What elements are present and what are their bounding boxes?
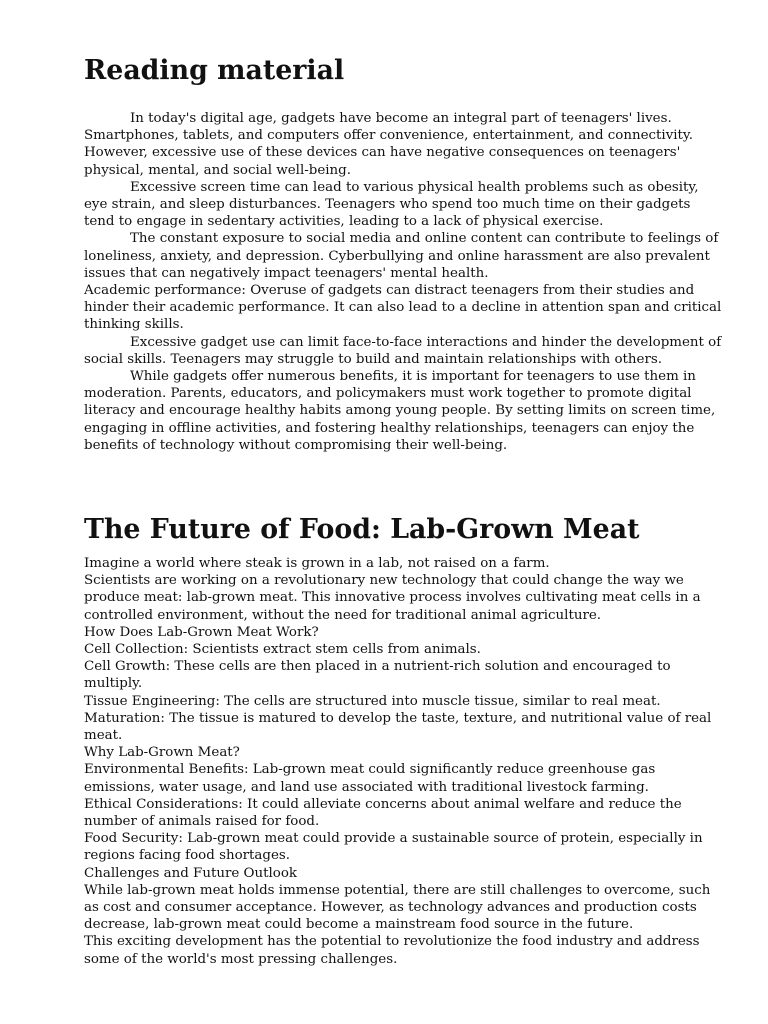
lab-grown-meat-section (84, 514, 724, 968)
paragraph: Scientists are working on a revolutionary new technology that could change the way we produce meat: lab-grown meat. This innovative process involves cultivating meat cells in a controlled environment, without the need for traditional animal agriculture. (84, 573, 701, 623)
paragraph: Academic performance: Overuse of gadgets can distract teenagers from their studies and hinder their academic performance. It can also lead to a decline in attention span and critical thinking skills. (84, 283, 722, 333)
section-heading: The Future of Food: Lab-Grown Meat (84, 514, 640, 545)
paragraph: This exciting development has the potential to revolutionize the food industry and address some of the world's most pressing challenges. (84, 934, 700, 967)
paragraph: While lab-grown meat holds immense potential, there are still challenges to overcome, such as cost and consumer acceptance. However, as technology advances and production costs decrease, lab-grown meat could become a mainstream food source in the future. (84, 882, 711, 933)
list-item: Ethical Considerations: It could alleviate concerns about animal welfare and reduce the number of animals raised for food. (84, 796, 682, 830)
reading-material-section (84, 55, 724, 454)
list-item: Cell Growth: These cells are then placed in a nutrient-rich solution and encouraged to multiply. (84, 659, 671, 692)
paragraph: In today's digital age, gadgets have become an integral part of teenagers' lives. Smartphones, tablets, and computers offer convenience, entertainment, and connectivity. However, excessive use of these devices can have negative consequences on teenagers' physical, mental, and social well-being. (84, 111, 693, 178)
section-body (84, 110, 724, 454)
list-item: Tissue Engineering: The cells are structured into muscle tissue, similar to real meat. (84, 693, 661, 709)
paragraph: Excessive screen time can lead to various physical health problems such as obesity, eye strain, and sleep disturbances. Teenagers who spend too much time on their gadgets tend to engage in sedentary activities, leading to a lack of physical exercise. (84, 179, 699, 230)
subheading: Challenges and Future Outlook (84, 865, 298, 881)
list-item: Maturation: The tissue is matured to develop the taste, texture, and nutritional value of real meat. (84, 710, 712, 744)
paragraph: While gadgets offer numerous benefits, it is important for teenagers to use them in moderation. Parents, educators, and policymakers must work together to promote digital literacy and encourage healthy habits among young people. By setting limits on screen time, engaging in offline activities, and fostering healthy relationships, teenagers can enjoy the benefits of technology without compromising their well-being. (84, 369, 716, 453)
paragraph: Imagine a world where steak is grown in a lab, not raised on a farm. (84, 556, 550, 571)
list-item: Food Security: Lab-grown meat could provide a sustainable source of protein, especially in regions facing food shortages. (84, 831, 703, 864)
section-heading: Reading material (84, 55, 345, 86)
paragraph: Excessive gadget use can limit face-to-face interactions and hinder the development of social skills. Teenagers may struggle to build and maintain relationships with others. (84, 334, 722, 367)
section-body (84, 555, 724, 968)
list-item: Environmental Benefits: Lab-grown meat could significantly reduce greenhouse gas emissions, water usage, and land use associated with traditional livestock farming. (84, 762, 656, 795)
list-item: Cell Collection: Scientists extract stem cells from animals. (84, 642, 481, 658)
subheading: Why Lab-Grown Meat? (84, 745, 240, 761)
subheading: How Does Lab-Grown Meat Work? (84, 624, 319, 640)
paragraph: The constant exposure to social media and online content can contribute to feelings of loneliness, anxiety, and depression. Cyberbullying and online harassment are also prevalent issues that can negatively impact teenagers' mental health. (84, 231, 719, 281)
